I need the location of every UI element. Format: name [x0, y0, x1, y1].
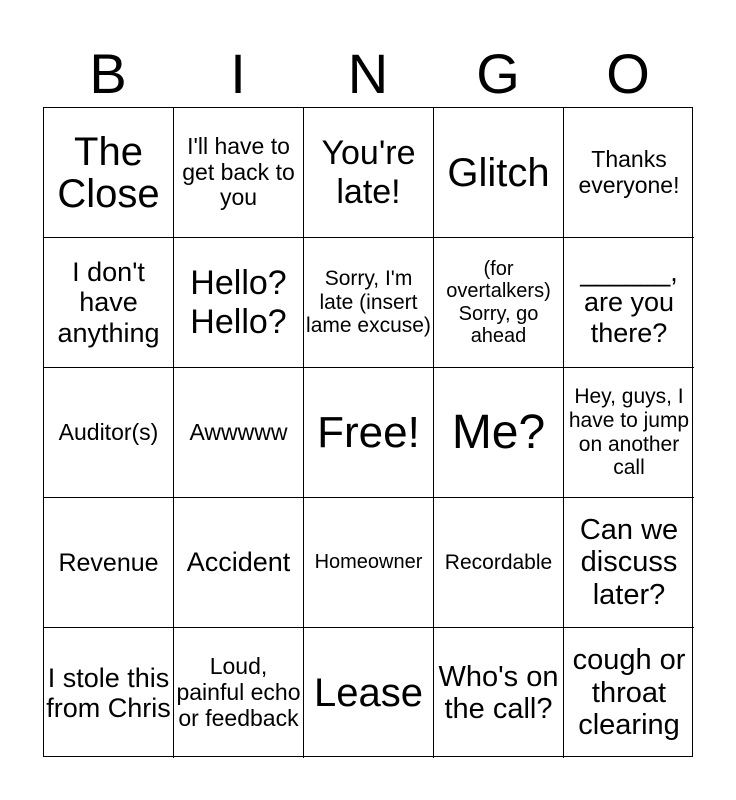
- header-letter-g: G: [476, 42, 520, 105]
- bingo-cell-free[interactable]: Free!: [304, 368, 434, 498]
- bingo-cell[interactable]: Accident: [174, 498, 304, 628]
- bingo-cell[interactable]: Glitch: [434, 108, 564, 238]
- header-letter-o: O: [606, 42, 650, 105]
- bingo-cell[interactable]: The Close: [44, 108, 174, 238]
- bingo-cell[interactable]: Who's on the call?: [434, 628, 564, 758]
- bingo-cell[interactable]: cough or throat clearing: [572, 644, 686, 742]
- bingo-cell[interactable]: You're late!: [304, 108, 434, 238]
- header-letter-i: I: [230, 42, 246, 105]
- bingo-cell[interactable]: Can we discuss later?: [564, 498, 694, 628]
- bingo-cell[interactable]: I don't have anything: [44, 238, 174, 368]
- bingo-cell[interactable]: Awwwww: [174, 368, 304, 498]
- bingo-cell[interactable]: Hello? Hello?: [174, 238, 304, 368]
- bingo-cell[interactable]: Loud, painful echo or feedback: [174, 628, 304, 758]
- bingo-cell[interactable]: Hey, guys, I have to jump on another call: [564, 368, 694, 498]
- header-letter-n: N: [347, 42, 389, 105]
- bingo-board: [43, 107, 693, 757]
- bingo-cell[interactable]: Lease: [304, 628, 434, 758]
- bingo-cell[interactable]: Thanks everyone!: [564, 108, 694, 238]
- bingo-cell[interactable]: Revenue: [44, 498, 174, 628]
- bingo-cell[interactable]: Recordable: [434, 498, 564, 628]
- bingo-cell[interactable]: Auditor(s): [44, 368, 174, 498]
- bingo-cell[interactable]: ______, are you there?: [564, 238, 694, 368]
- bingo-header: [43, 40, 693, 108]
- bingo-cell[interactable]: Me?: [434, 368, 564, 498]
- bingo-cell[interactable]: I stole this from Chris: [44, 628, 174, 758]
- bingo-cell[interactable]: Sorry, I'm late (insert lame excuse): [304, 238, 434, 368]
- header-letter-b: B: [89, 42, 127, 105]
- bingo-cell[interactable]: I'll have to get back to you: [174, 108, 304, 238]
- bingo-cell[interactable]: (for overtalkers) Sorry, go ahead: [434, 238, 564, 368]
- bingo-cell[interactable]: Homeowner: [304, 498, 434, 628]
